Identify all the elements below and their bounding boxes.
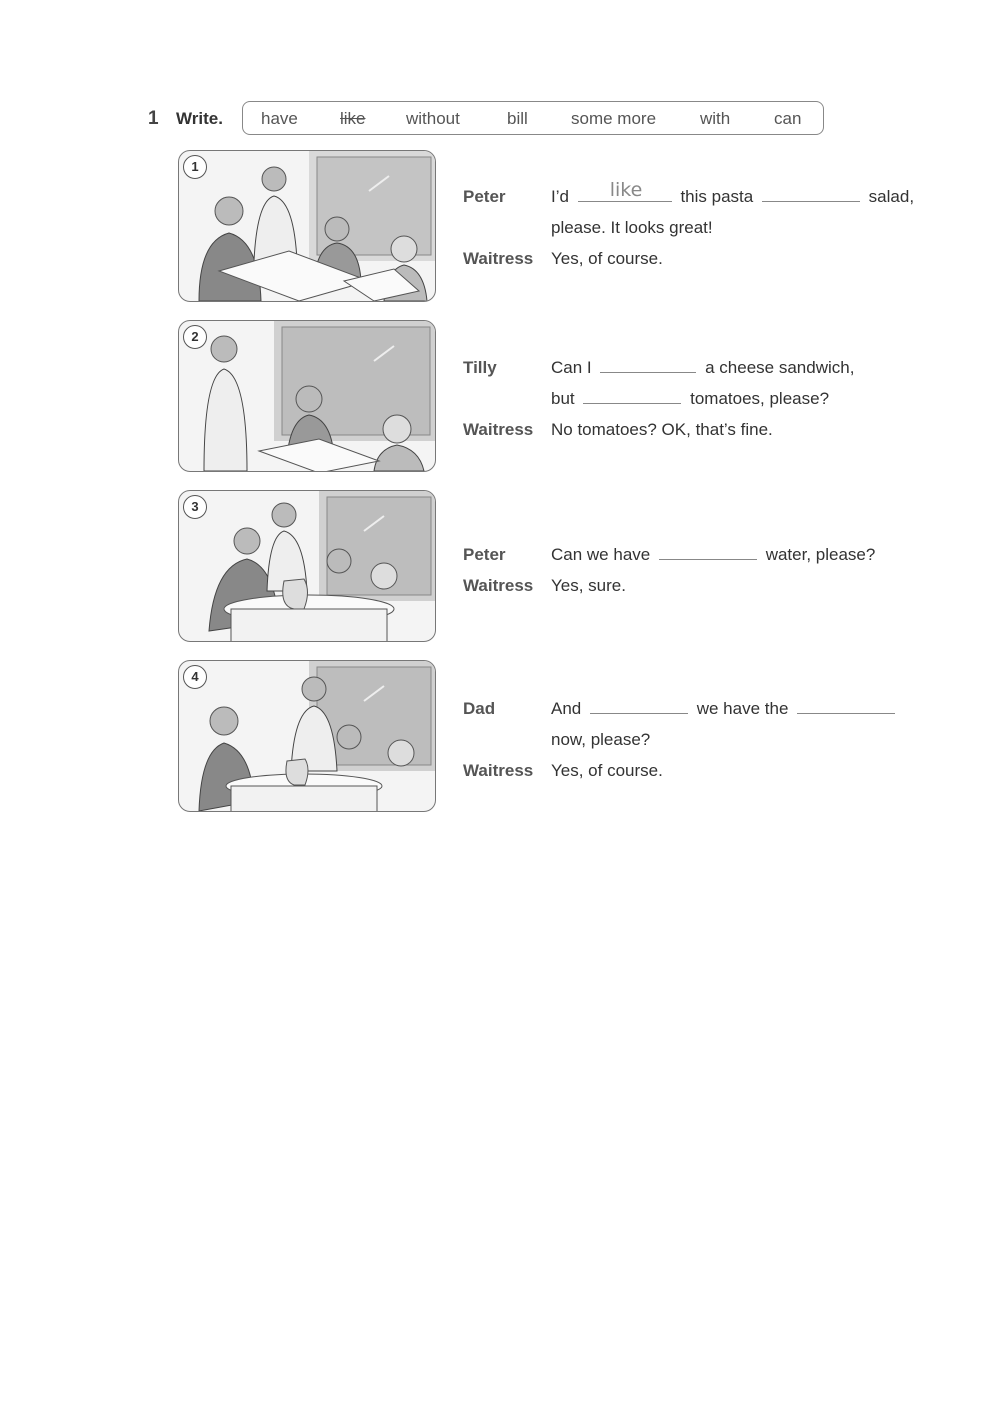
restaurant-scene-illustration	[179, 661, 436, 812]
dialogue-text: we have the	[696, 699, 789, 718]
answer-blank[interactable]	[583, 387, 681, 404]
dialogue-text: Can I	[551, 358, 592, 377]
dialogue-text: And	[551, 699, 582, 718]
illustration-4	[178, 660, 436, 812]
word-bank-item: with	[700, 109, 731, 128]
dialogue-line: Yes, of course.	[551, 249, 663, 268]
answer-blank[interactable]	[590, 697, 688, 714]
answer-blank[interactable]	[659, 543, 757, 560]
dialogue-line	[551, 356, 854, 380]
dialogue-text: a cheese sandwich,	[705, 358, 855, 377]
dialogue-line	[551, 179, 915, 209]
answer-blank[interactable]	[797, 697, 895, 714]
dialogue-text: Can we have	[551, 545, 651, 564]
word-bank-item: can	[774, 109, 802, 128]
illustration-2	[178, 320, 436, 472]
speaker-label: Waitress	[463, 249, 534, 268]
word-bank-item-used: like	[340, 109, 366, 128]
dialogue-line	[551, 543, 875, 567]
word-bank-item: some more	[571, 109, 657, 128]
exercise-header	[148, 101, 242, 137]
dialogue-line: now, please?	[551, 730, 651, 749]
speaker-label: Peter	[463, 545, 506, 564]
word-bank-item: without	[406, 109, 460, 128]
dialogue-line: Yes, of course.	[551, 761, 663, 780]
dialogue-text: this pasta	[680, 187, 754, 206]
speaker-label: Waitress	[463, 761, 534, 780]
speaker-label: Dad	[463, 699, 496, 718]
dialogue-text: but	[551, 389, 575, 408]
panel-number: 3	[183, 495, 207, 519]
example-answer: like	[609, 179, 643, 201]
answer-blank[interactable]	[600, 356, 696, 373]
word-bank	[242, 101, 824, 135]
restaurant-scene-illustration	[179, 491, 436, 642]
speaker-label: Tilly	[463, 358, 497, 377]
answer-blank[interactable]	[762, 185, 860, 202]
panel-number: 4	[183, 665, 207, 689]
dialogue-line	[551, 697, 899, 721]
illustration-3	[178, 490, 436, 642]
dialogue-line: No tomatoes? OK, that’s fine.	[551, 420, 773, 439]
dialogue-line	[551, 387, 829, 411]
speaker-label: Waitress	[463, 576, 534, 595]
restaurant-scene-illustration	[179, 151, 436, 302]
exercise-instruction: Write.	[176, 109, 223, 128]
dialogue-text: salad,	[868, 187, 915, 206]
restaurant-scene-illustration	[179, 321, 436, 472]
illustration-1	[178, 150, 436, 302]
word-bank-item: have	[261, 109, 298, 128]
speaker-label: Peter	[463, 187, 506, 206]
answer-blank-filled[interactable]	[578, 179, 672, 202]
dialogue-text: water, please?	[765, 545, 876, 564]
dialogue-text: tomatoes, please?	[690, 389, 830, 408]
panel-number: 1	[183, 155, 207, 179]
word-bank-item: bill	[507, 109, 528, 128]
dialogue-line: Yes, sure.	[551, 576, 626, 595]
exercise-number: 1	[148, 108, 159, 129]
speaker-label: Waitress	[463, 420, 534, 439]
panel-number: 2	[183, 325, 207, 349]
dialogue-line: please. It looks great!	[551, 218, 713, 237]
dialogue-text: I’d	[551, 187, 569, 206]
